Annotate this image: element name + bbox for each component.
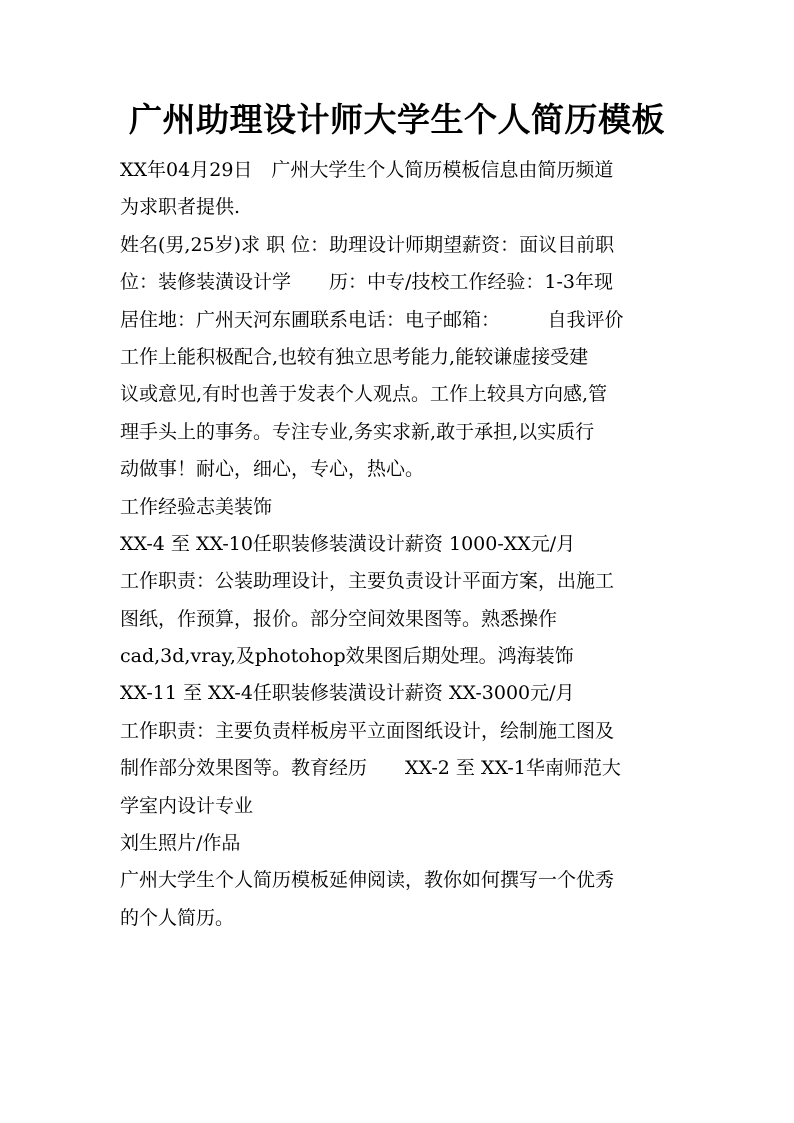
body-line-residence-contact: 居住地：广州天河东圃联系电话：电子邮箱： 自我评价 [120, 308, 624, 331]
document-body [120, 152, 676, 937]
body-line-job-2-duties-1: 工作职责：主要负责样板房平立面图纸设计，绘制施工图及 [120, 719, 615, 742]
body-line-further-reading-2: 的个人简历。 [120, 906, 235, 929]
body-line-photo-works: 刘生照片/作品 [120, 832, 241, 855]
body-line-job-2-duties-education: 制作部分效果图等。教育经历 XX-2 至 XX-1华南师范大 [120, 757, 621, 780]
body-line-job-1-duties-2: 图纸，作预算，报价。部分空间效果图等。熟悉操作 [120, 607, 558, 630]
body-line-self-evaluation-2: 议或意见,有时也善于发表个人观点。工作上较具方向感,管 [120, 383, 608, 406]
document-title: 广州助理设计师大学生个人简历模板 [129, 100, 665, 139]
body-line-name-position: 姓名(男,25岁)求 职 位：助理设计师期望薪资：面议目前职 [120, 233, 615, 256]
body-line-date-intro: XX年04月29日 广州大学生个人简历模板信息由简历频道 [120, 159, 614, 181]
body-line-job-1-period: XX-4 至 XX-10任职装修装潢设计薪资 1000-XX元/月 [120, 532, 576, 555]
body-line-self-evaluation-4: 动做事！耐心，细心，专心，热心。 [120, 458, 425, 481]
body-line-intro-cont: 为求职者提供. [120, 196, 241, 219]
body-line-work-experience-heading: 工作经验志美装饰 [120, 495, 273, 518]
body-line-self-evaluation-3: 理手头上的事务。专注专业,务实求新,敢于承担,以实质行 [120, 420, 595, 443]
body-line-further-reading-1: 广州大学生个人简历模板延伸阅读，教你如何撰写一个优秀 [120, 869, 615, 892]
body-line-education-experience: 位：装修装潢设计学 历：中专/技校工作经验：1-3年现 [120, 271, 613, 294]
body-line-job-1-duties-3: cad,3d,vray,及photohop效果图后期处理。鸿海装饰 [120, 645, 574, 668]
body-line-job-1-duties-1: 工作职责：公装助理设计，主要负责设计平面方案，出施工 [120, 570, 615, 593]
body-line-major: 学室内设计专业 [120, 794, 254, 817]
body-line-job-2-period: XX-11 至 XX-4任职装修装潢设计薪资 XX-3000元/月 [120, 682, 575, 705]
body-line-self-evaluation-1: 工作上能积极配合,也较有独立思考能力,能较谦虚接受建 [120, 345, 589, 368]
